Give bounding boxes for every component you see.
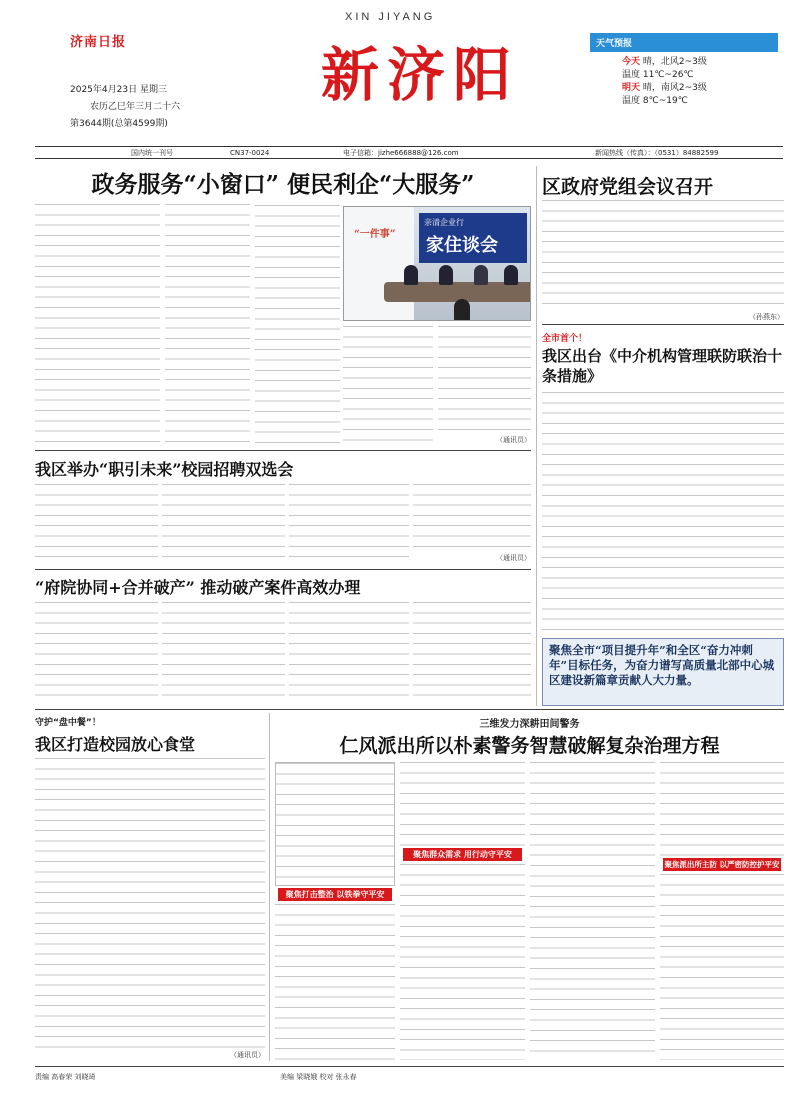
police-subhead-3: 聚焦派出所主防 以严密防控护平安 — [664, 860, 780, 869]
canteen-title: 我区打造校园放心食堂 — [35, 735, 196, 754]
divider — [35, 450, 531, 451]
photo-sign-3: 家住谈会 — [426, 235, 498, 256]
bankruptcy-col3 — [289, 602, 409, 702]
job-fair-col4 — [413, 484, 531, 552]
police-col3 — [530, 762, 655, 1060]
police-col2a — [400, 762, 525, 846]
issue-date: 2025年4月23日 星期三 — [70, 85, 167, 95]
job-fair-title: 我区举办“职引未来”校园招聘双选会 — [35, 460, 294, 479]
weather-tomorrow-label: 明天 — [622, 83, 641, 93]
photo-sign-2: 亲清企业行 — [424, 218, 464, 227]
hotline: 新闻热线（传真）：（0531）84882599 — [595, 149, 719, 157]
weather-box — [590, 33, 778, 108]
npc-quote: 聚焦全市“项目提升年”和全区“奋力冲刺年”目标任务，为奋力谱写高质量北部中心城区建设新篇章贡献人大力量。 — [549, 643, 775, 687]
npc-quote-box — [542, 638, 784, 706]
weather-today-temp: 温度 11℃~26℃ — [622, 70, 694, 80]
police-title: 仁风派出所以朴素警务智慧破解复杂治理方程 — [339, 735, 720, 757]
footer-editor: 责编 高春荣 刘晓琦 — [35, 1073, 96, 1081]
police-col4b — [660, 874, 784, 1060]
job-fair-byline: （通讯员） — [496, 554, 531, 562]
info-bar — [35, 146, 783, 159]
lead-article-col2 — [165, 204, 250, 444]
weather-tomorrow-temp: 温度 8℃~19℃ — [622, 96, 688, 106]
agency-title: 我区出台《中介机构管理联防联治十条措施》 — [542, 347, 783, 385]
lead-article-col1 — [35, 204, 160, 444]
cn-value: CN37-0024 — [230, 149, 270, 157]
weather-heading: 天气预报 — [590, 33, 778, 52]
job-fair-col1 — [35, 484, 158, 564]
lead-article-title: 政务服务“小窗口” 便民利企“大服务” — [91, 171, 475, 198]
job-fair-col2 — [162, 484, 285, 564]
agency-kicker: 全市首个！ — [542, 334, 588, 344]
bankruptcy-col1 — [35, 602, 158, 702]
bankruptcy-col2 — [162, 602, 285, 702]
meeting-photo — [343, 206, 531, 321]
police-kicker: 三维发力深耕田间警务 — [479, 719, 580, 730]
lead-article-col3 — [255, 205, 340, 445]
job-fair-col3 — [289, 484, 409, 564]
party-meeting-byline: （孙燕东） — [749, 313, 784, 321]
canteen-body — [35, 758, 265, 1048]
masthead-pinyin: XIN JIYANG — [345, 11, 436, 23]
divider — [35, 1066, 784, 1067]
column-divider — [269, 713, 270, 1061]
issue-number: 第3644期(总第4599期) — [70, 119, 168, 129]
weather-today-label: 今天 — [622, 57, 641, 67]
divider — [542, 324, 784, 325]
paper-name: 济南日报 — [70, 35, 127, 50]
police-col1 — [275, 904, 395, 1060]
canteen-byline: （通讯员） — [230, 1051, 265, 1059]
divider — [35, 709, 784, 710]
police-subhead-2: 聚焦群众需求 用行动守平安 — [403, 848, 522, 861]
party-meeting-body — [542, 200, 784, 310]
divider — [35, 569, 531, 570]
weather-today: 晴，北风2~3级 — [642, 57, 707, 67]
footer-design: 美编 梁晓娥 校对 张永春 — [280, 1073, 357, 1081]
police-col4a — [660, 762, 784, 856]
agency-body — [542, 392, 784, 634]
police-col2b — [400, 864, 525, 1060]
column-divider — [536, 166, 537, 706]
bankruptcy-col4 — [413, 602, 531, 702]
lead-article-byline: （通讯员） — [496, 436, 531, 444]
police-subhead-1: 聚焦打击整治 以铁拳守平安 — [278, 888, 392, 901]
lead-article-col4 — [343, 326, 433, 444]
masthead-title: 新济阳 — [320, 41, 519, 109]
cn-label: 国内统一刊号 — [131, 149, 173, 157]
police-editor-note — [275, 762, 395, 886]
weather-tomorrow: 晴，南风2~3级 — [642, 83, 707, 93]
party-meeting-title: 区政府党组会议召开 — [542, 176, 714, 198]
photo-sign-1: “一件事” — [354, 229, 396, 240]
lunar-date: 农历乙巳年三月二十六 — [90, 102, 181, 112]
bankruptcy-title: “府院协同+合并破产” 推动破产案件高效办理 — [35, 578, 361, 597]
lead-article-col5 — [438, 326, 531, 434]
canteen-kicker: 守护“盘中餐”！ — [35, 718, 101, 728]
email: 电子信箱：jizhe666888@126.com — [343, 149, 459, 157]
